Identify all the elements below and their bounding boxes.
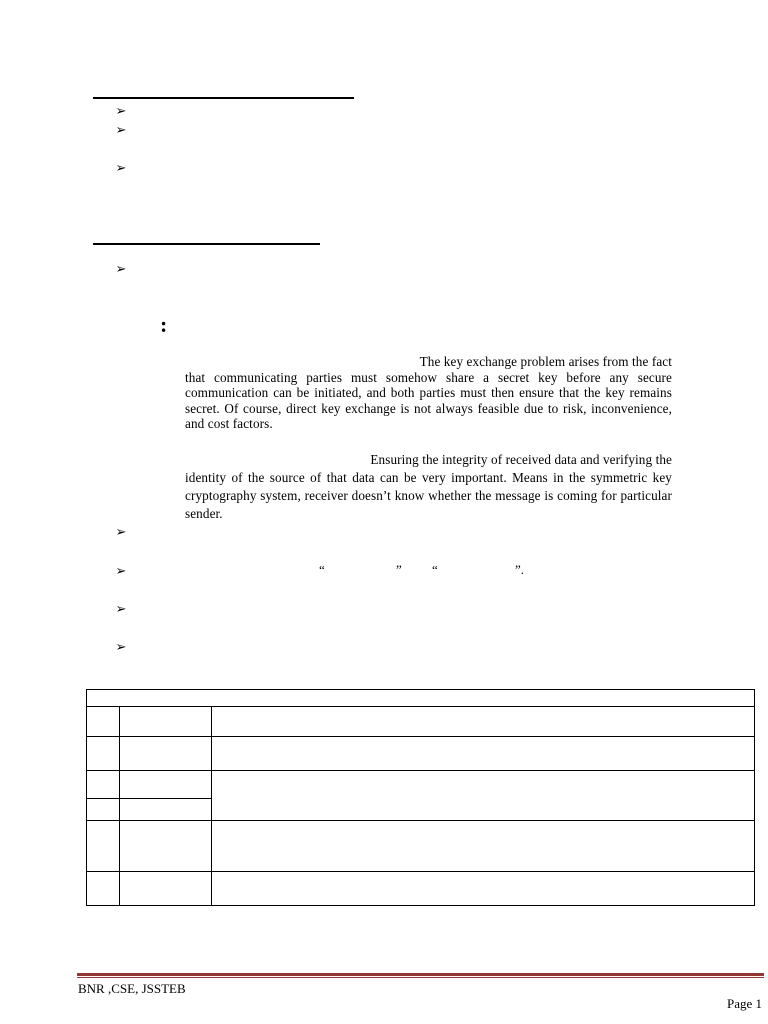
table-cell [212,771,755,821]
table-cell [120,737,212,771]
table-cell [120,821,212,872]
table-cell [87,707,120,737]
footer-rule-thin [77,977,764,978]
authentication-paragraph-first-line: Ensuring the integrity of received data and verifying the [370,452,672,467]
bullet-icon: ➢ [115,601,127,616]
section-1-heading-underline [93,97,354,99]
bullet-icon: ➢ [115,563,127,578]
key-exchange-paragraph [185,354,672,432]
bullet-icon: ➢ [115,160,127,175]
table-row [87,821,755,872]
table-row [87,737,755,771]
authentication-paragraph-body: identity of the source of that data can be very important. Means in the symmetric key cryptography system, receiver doesn’t know whether the message is coming for particular sender. [185,470,672,521]
bullet-icon: ➢ [115,639,127,654]
table-cell [120,771,212,799]
table-header-cell [87,690,755,707]
bullet-icon: ➢ [115,524,127,539]
table-cell [87,872,120,906]
table-cell [212,872,755,906]
colon-mark: : [160,312,168,337]
table-row [87,690,755,707]
table-cell [212,821,755,872]
footer-author: BNR ,CSE, JSSTEB [78,981,186,996]
key-exchange-paragraph-body: that communicating parties must somehow share a secret key before any secure communication can be initiated, and both parties must then ensure that the key remains secret. Of course, direct key exchange is not always feasible due to risk, inconvenience, and cost factors. [185,369,672,431]
table-row [87,707,755,737]
open-quote-mark: “ [432,562,438,577]
table-cell [212,707,755,737]
table-cell [87,737,120,771]
close-quote-mark: ”. [515,562,525,577]
authentication-paragraph [185,451,672,523]
comparison-table [86,689,755,906]
table-cell [120,872,212,906]
page-number: Page 1 [726,996,762,1011]
bullet-icon: ➢ [115,103,127,118]
table-cell [87,799,120,821]
table-cell [120,799,212,821]
open-quote-mark: “ [319,562,325,577]
table-cell [212,737,755,771]
table-cell [87,821,120,872]
bullet-icon: ➢ [115,261,127,276]
table-row [87,872,755,906]
key-exchange-paragraph-first-line: The key exchange problem arises from the fact [419,354,672,369]
table-cell [120,707,212,737]
section-2-heading-underline [93,243,320,245]
table-cell [87,771,120,799]
close-quote-mark: ” [396,562,402,577]
footer-rule-thick [77,973,764,976]
bullet-icon: ➢ [115,122,127,137]
table-row [87,771,755,799]
